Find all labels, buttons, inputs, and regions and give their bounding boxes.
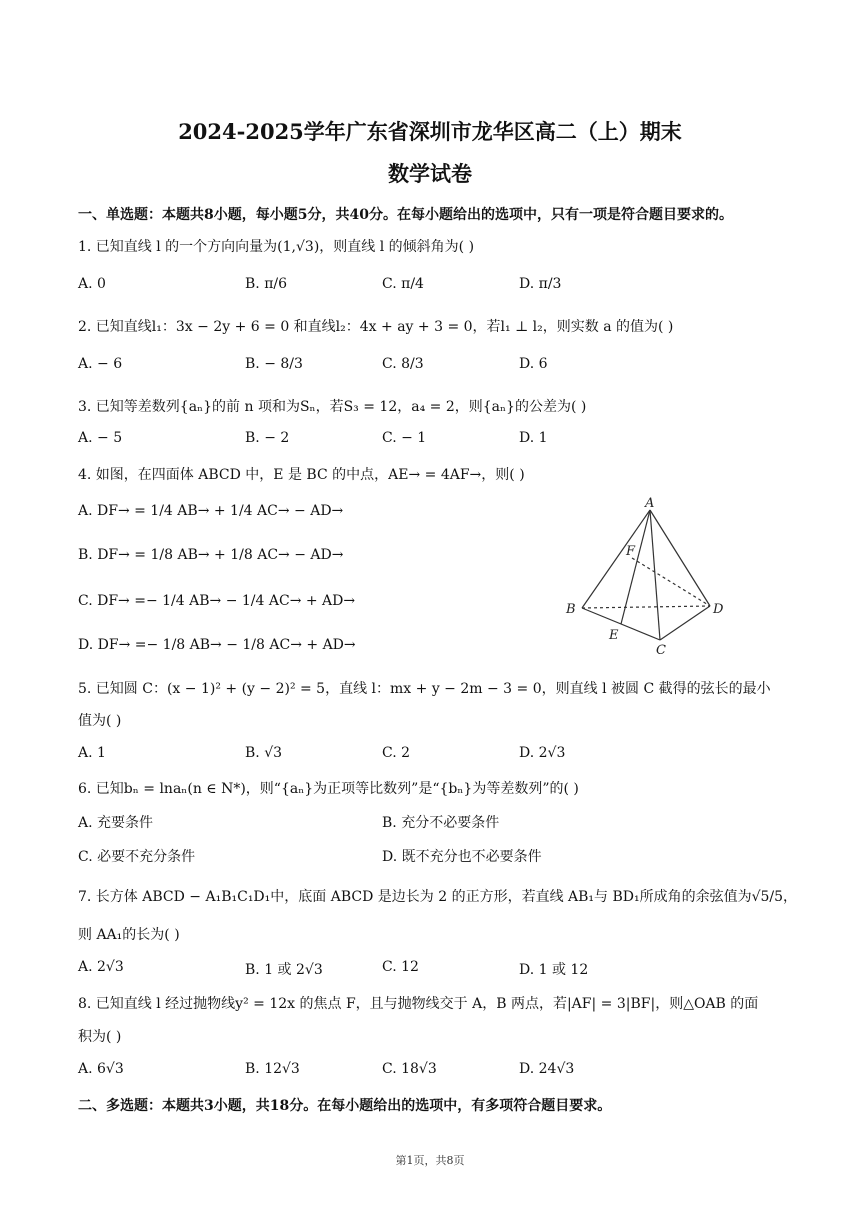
question-6-option-d: D. 既不充分也不必要条件: [382, 849, 542, 865]
question-2-option-d: D. 6: [519, 356, 548, 372]
edge-ad: [650, 510, 710, 606]
label-b: B: [566, 602, 576, 617]
question-5-stem-cont: 值为( ): [78, 713, 122, 729]
question-1-stem: 1. 已知直线 l 的一个方向向量为(1,√3)，则直线 l 的倾斜角为( ): [78, 239, 475, 255]
question-5-option-d: D. 2√3: [519, 745, 566, 761]
label-f: F: [626, 544, 636, 559]
question-4-option-c: C. DF→ =− 1/4 AB→ − 1/4 AC→ + AD→: [78, 593, 356, 609]
question-6-option-c: C. 必要不充分条件: [78, 849, 196, 865]
edge-cd: [660, 606, 710, 640]
question-3-option-c: C. − 1: [382, 430, 427, 446]
question-8-option-d: D. 24√3: [519, 1061, 575, 1077]
question-4-option-a: A. DF→ = 1/4 AB→ + 1/4 AC→ − AD→: [78, 503, 344, 519]
label-d: D: [713, 602, 724, 617]
question-1-option-c: C. π/4: [382, 276, 424, 292]
question-6-option-a: A. 充要条件: [78, 815, 154, 831]
edge-ab: [582, 510, 650, 608]
question-1-option-a: A. 0: [78, 276, 106, 292]
page-subtitle: 数学试卷: [388, 161, 472, 186]
question-8-option-a: A. 6√3: [78, 1061, 124, 1077]
question-4-option-b: B. DF→ = 1/8 AB→ + 1/8 AC→ − AD→: [78, 547, 344, 563]
page-title: 2024-2025学年广东省深圳市龙华区高二（上）期末: [178, 119, 682, 144]
question-5-option-c: C. 2: [382, 745, 411, 761]
question-5-option-b: B. √3: [245, 745, 283, 761]
section-multiple-choice: 二、多选题：本题共3小题，共18分。在每小题给出的选项中，有多项符合题目要求。: [78, 1098, 612, 1114]
segment-ae: [621, 510, 650, 624]
question-4-stem: 4. 如图，在四面体 ABCD 中，E 是 BC 的中点，AE→ = 4AF→，则( ): [78, 467, 525, 483]
question-7-option-a: A. 2√3: [78, 959, 124, 975]
question-2-option-b: B. − 8/3: [245, 356, 303, 372]
question-3-option-b: B. − 2: [245, 430, 290, 446]
section-single-choice: 一、单选题：本题共8小题，每小题5分，共40分。在每小题给出的选项中，只有一项是符合题目要求的。: [78, 207, 733, 223]
question-8-option-b: B. 12√3: [245, 1061, 300, 1077]
question-6-stem: 6. 已知bₙ = lnaₙ(n ∈ N*)，则“{aₙ}为正项等比数列”是“{bₙ}为等差数列”的( ): [78, 781, 579, 797]
question-8-option-c: C. 18√3: [382, 1061, 437, 1077]
question-2-option-a: A. − 6: [78, 356, 123, 372]
label-c: C: [656, 643, 666, 656]
question-2-stem: 2. 已知直线l₁：3x − 2y + 6 = 0 和直线l₂：4x + ay + 3 = 0，若l₁ ⊥ l₂，则实数 a 的值为( ): [78, 319, 674, 335]
question-1-option-b: B. π/6: [245, 276, 288, 292]
question-8-stem: 8. 已知直线 l 经过抛物线y² = 12x 的焦点 F，且与抛物线交于 A，B 两点，若|AF| = 3|BF|，则△OAB 的面: [78, 996, 759, 1012]
question-7-stem-cont: 则 AA₁的长为( ): [78, 927, 180, 943]
question-6-option-b: B. 充分不必要条件: [382, 815, 500, 831]
question-7-stem: 7. 长方体 ABCD − A₁B₁C₁D₁中，底面 ABCD 是边长为 2 的正方形，若直线 AB₁与 BD₁所成角的余弦值为√5/5，: [78, 889, 798, 905]
label-e: E: [609, 628, 619, 643]
edge-bd-hidden: [582, 606, 710, 608]
question-1-option-d: D. π/3: [519, 276, 562, 292]
question-7-option-b: B. 1 或 2√3: [245, 962, 323, 978]
question-3-option-a: A. − 5: [78, 430, 123, 446]
tetrahedron-figure: [560, 496, 740, 656]
question-7-option-c: C. 12: [382, 959, 419, 975]
question-7-option-d: D. 1 或 12: [519, 962, 589, 978]
question-2-option-c: C. 8/3: [382, 356, 424, 372]
question-4-option-d: D. DF→ =− 1/8 AB→ − 1/8 AC→ + AD→: [78, 637, 356, 653]
question-5-option-a: A. 1: [78, 745, 106, 761]
question-8-stem-cont: 积为( ): [78, 1029, 122, 1045]
question-5-stem: 5. 已知圆 C：(x − 1)² + (y − 2)² = 5，直线 l：mx + y − 2m − 3 = 0，则直线 l 被圆 C 截得的弦长的最小: [78, 681, 771, 697]
label-a: A: [645, 496, 655, 511]
question-3-option-d: D. 1: [519, 430, 548, 446]
segment-fd-hidden: [632, 558, 710, 606]
question-3-stem: 3. 已知等差数列{aₙ}的前 n 项和为Sₙ，若S₃ = 12，a₄ = 2，则{aₙ}的公差为( ): [78, 399, 587, 415]
page-footer: 第1页，共8页: [395, 1154, 465, 1167]
